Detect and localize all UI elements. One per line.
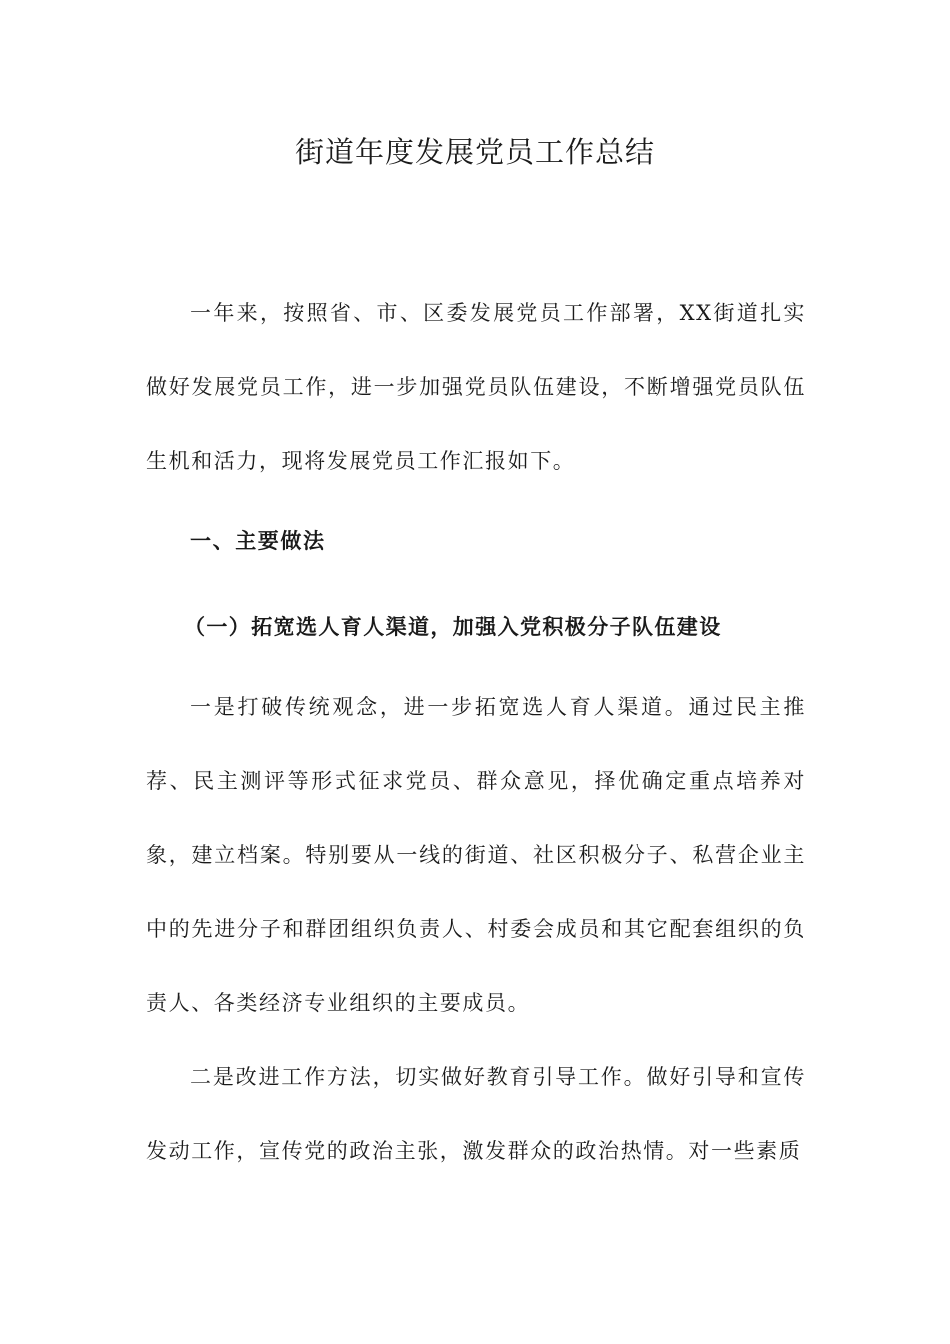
subsection-heading-1: （一）拓宽选人育人渠道，加强入党积极分子队伍建设 (184, 614, 722, 639)
section-heading-main-practices: 一、主要做法 (190, 528, 326, 553)
body-paragraph-2: 二是改进工作方法，切实做好教育引导工作。做好引导和宣传发动工作，宣传党的政治主张，激发群众的政治热情。对一些素质 (146, 1065, 806, 1163)
document-body (146, 276, 806, 1188)
document-title: 街道年度发展党员工作总结 (294, 135, 655, 169)
body-paragraph-1: 一是打破传统观念，进一步拓宽选人育人渠道。通过民主推荐、民主测评等形式征求党员、群众意见，择优确定重点培养对象，建立档案。特别要从一线的街道、社区积极分子、私营企业主中的先进分子和群团组织负责人、村委会成员和其它配套组织的负责人、各类经济专业组织的主要成员。 (146, 695, 806, 1015)
intro-paragraph: 一年来，按照省、市、区委发展党员工作部署，XX街道扎实做好发展党员工作，进一步加强党员队伍建设，不断增强党员队伍生机和活力，现将发展党员工作汇报如下。 (146, 301, 806, 473)
